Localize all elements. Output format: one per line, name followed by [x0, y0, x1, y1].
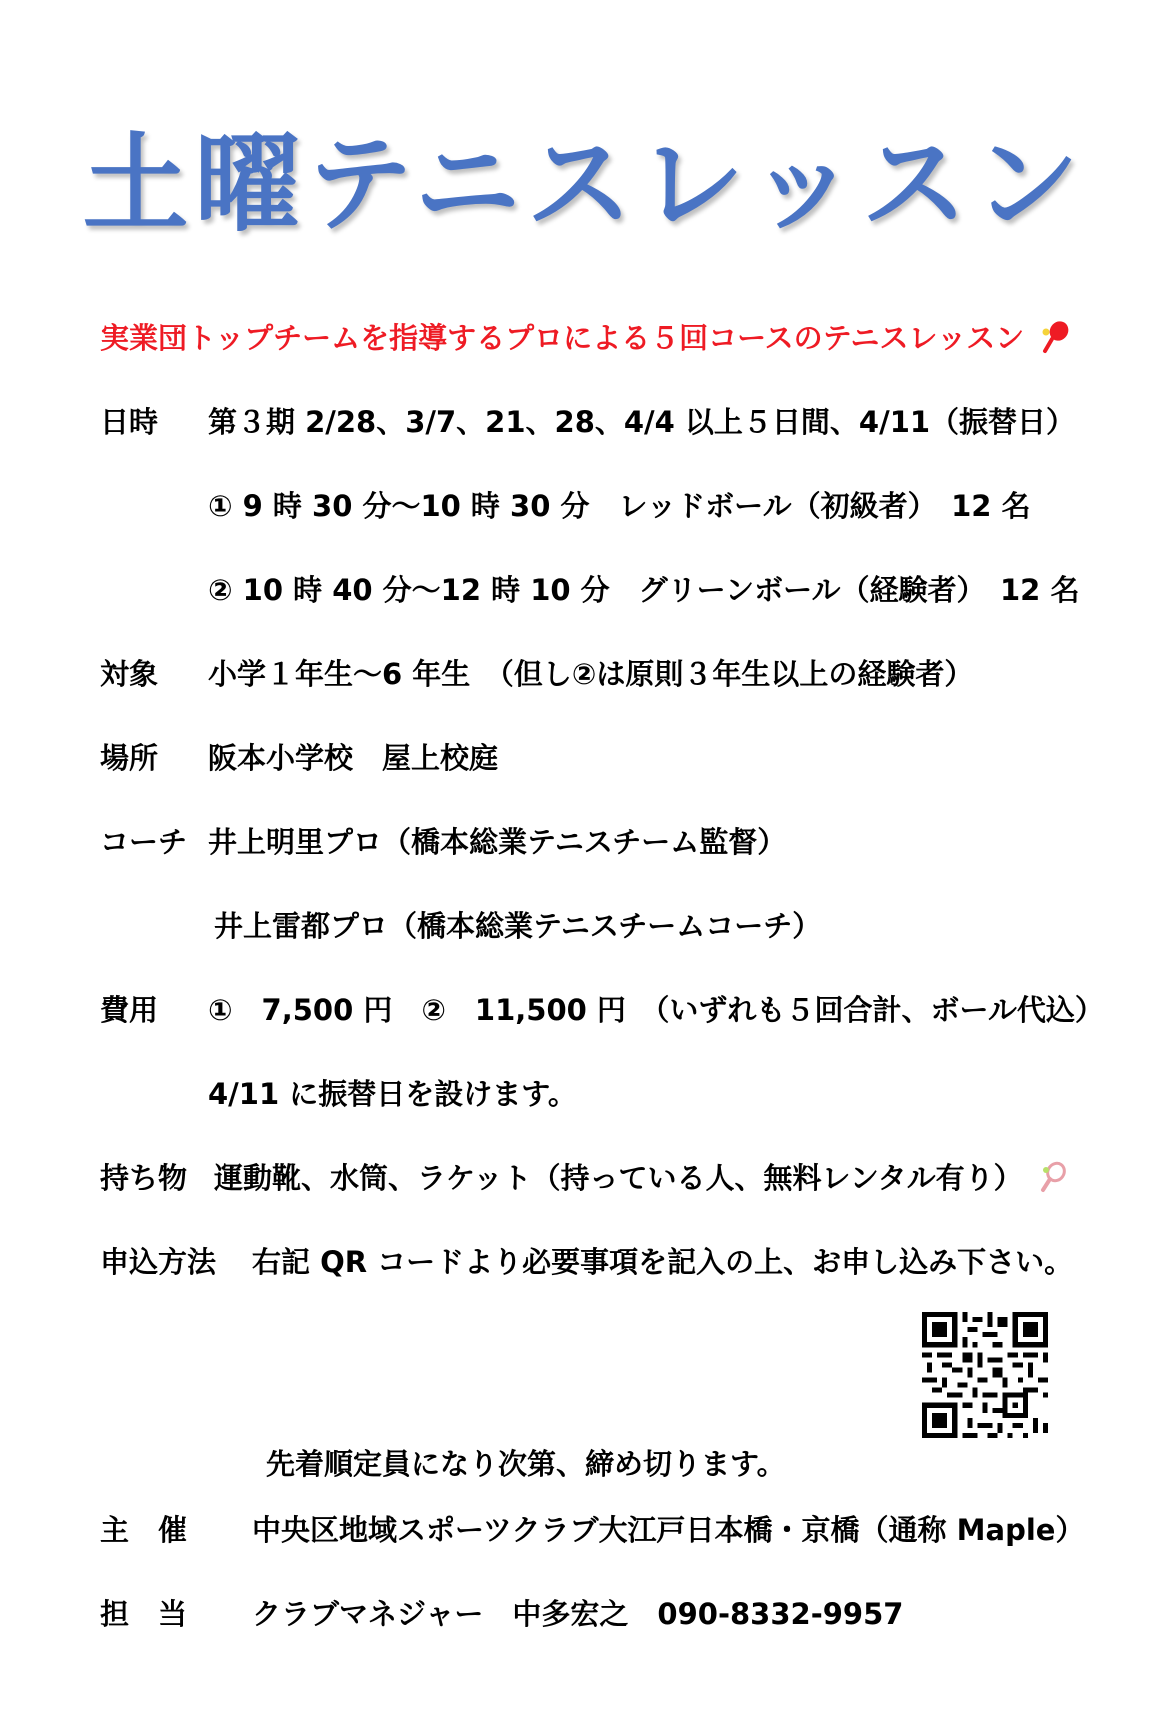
organizer-label: 主 催 — [100, 1513, 188, 1547]
target-label: 対象 — [100, 657, 159, 691]
subtitle-text: 実業団トップチームを指導するプロによる５回コースのテニスレッスン — [100, 321, 1025, 355]
target-text: 小学１年生～6 年生 （但し②は原則３年生以上の経験者） — [208, 657, 974, 691]
items-text: 運動靴、水筒、ラケット（持っている人、無料レンタル有り） — [214, 1161, 1023, 1195]
organizer-text: 中央区地域スポーツクラブ大江戸日本橋・京橋（通称 Maple） — [252, 1513, 1085, 1547]
coach-label: コーチ — [100, 825, 188, 859]
apply-label: 申込方法 — [100, 1245, 217, 1279]
schedule-slot2: ② 10 時 40 分～12 時 10 分 グリーンボール（経験者） 12 名 — [208, 573, 1080, 607]
apply-text: 右記 QR コードより必要事項を記入の上、お申し込み下さい。 — [252, 1245, 1074, 1279]
coach-2: 井上雷都プロ（橋本総業テニスチームコーチ） — [214, 909, 822, 943]
place-label: 場所 — [100, 741, 159, 775]
tennis-racket-icon — [1039, 1161, 1067, 1200]
contact-text: クラブマネジャー 中多宏之 090-8332-9957 — [252, 1597, 904, 1631]
schedule-label: 日時 — [100, 405, 159, 439]
fee-note: 4/11 に振替日を設けます。 — [208, 1077, 577, 1111]
first-come-note: 先着順定員になり次第、締め切ります。 — [266, 1447, 786, 1481]
tennis-racket-icon — [1040, 320, 1070, 361]
qr-code[interactable] — [922, 1312, 1048, 1438]
page-title: 土曜テニスレッスン — [82, 123, 1086, 246]
schedule-main: 第３期 2/28、3/7、21、28、4/4 以上５日間、4/11（振替日） — [208, 405, 1076, 439]
place-text: 阪本小学校 屋上校庭 — [208, 741, 499, 775]
fee-text: ① 7,500 円 ② 11,500 円 （いずれも５回合計、ボール代込） — [208, 993, 1104, 1027]
schedule-slot1: ① 9 時 30 分～10 時 30 分 レッドボール（初級者） 12 名 — [208, 489, 1031, 523]
items-label: 持ち物 — [100, 1161, 188, 1195]
coach-1: 井上明里プロ（橋本総業テニスチーム監督） — [208, 825, 787, 859]
subtitle — [100, 316, 1070, 361]
contact-label: 担 当 — [100, 1597, 188, 1631]
items-row — [214, 1156, 1067, 1200]
fee-label: 費用 — [100, 993, 159, 1027]
